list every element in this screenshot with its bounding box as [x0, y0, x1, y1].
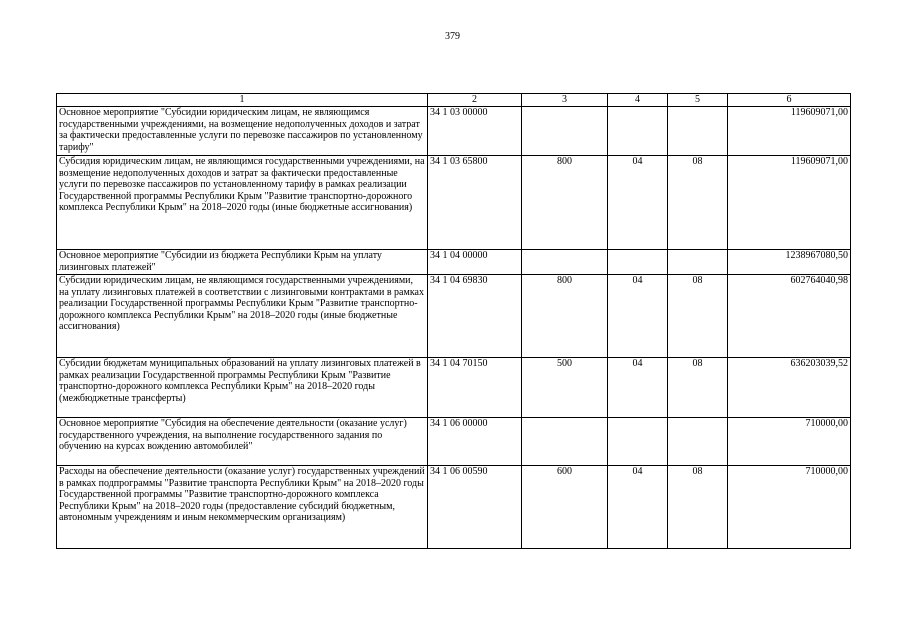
row-code: 34 1 04 69830 — [428, 275, 522, 358]
table-row — [57, 358, 851, 418]
row-col5: 08 — [668, 358, 728, 418]
row-amount: 710000,00 — [728, 466, 851, 549]
row-col4 — [608, 107, 668, 156]
row-code: 34 1 06 00590 — [428, 466, 522, 549]
row-col5 — [668, 418, 728, 466]
table-header-row — [57, 94, 851, 107]
row-col3: 800 — [522, 275, 608, 358]
row-code: 34 1 06 00000 — [428, 418, 522, 466]
table-row — [57, 466, 851, 549]
table-row — [57, 418, 851, 466]
column-header: 5 — [668, 94, 728, 107]
row-col4 — [608, 418, 668, 466]
row-amount: 602764040,98 — [728, 275, 851, 358]
row-col4 — [608, 250, 668, 275]
row-amount: 636203039,52 — [728, 358, 851, 418]
row-col3: 800 — [522, 156, 608, 250]
row-col5: 08 — [668, 466, 728, 549]
table-row — [57, 275, 851, 358]
row-col5: 08 — [668, 156, 728, 250]
row-col4: 04 — [608, 466, 668, 549]
column-header: 4 — [608, 94, 668, 107]
column-header: 3 — [522, 94, 608, 107]
row-col4: 04 — [608, 358, 668, 418]
row-name: Субсидии бюджетам муниципальных образований на уплату лизинговых платежей в рамках реализации Государственной программы Республики Крым "Развитие транспортно-дорожного комплекса Республики Крым" на 2018–2020 годы (межбюджетные трансферты) — [57, 358, 428, 418]
row-amount: 710000,00 — [728, 418, 851, 466]
row-col5 — [668, 250, 728, 275]
row-amount: 119609071,00 — [728, 107, 851, 156]
row-col4: 04 — [608, 275, 668, 358]
page-number: 379 — [445, 31, 460, 42]
row-col3: 600 — [522, 466, 608, 549]
row-col4: 04 — [608, 156, 668, 250]
row-col5: 08 — [668, 275, 728, 358]
table-row — [57, 107, 851, 156]
row-code: 34 1 03 65800 — [428, 156, 522, 250]
row-name: Субсидия юридическим лицам, не являющимся государственными учреждениями, на возмещение недополученных доходов и затрат за фактически предоставленные услуги по перевозке пассажиров по установленному тарифу в рамках реализации Государственной программы Республики Крым "Развитие транспортно-дорожного комплекса Республики Крым" на 2018–2020 годы (иные бюджетные ассигнования) — [57, 156, 428, 250]
row-col3: 500 — [522, 358, 608, 418]
table-row — [57, 250, 851, 275]
column-header: 2 — [428, 94, 522, 107]
column-header: 6 — [728, 94, 851, 107]
row-code: 34 1 03 00000 — [428, 107, 522, 156]
column-header: 1 — [57, 94, 428, 107]
row-name: Основное мероприятие "Субсидия на обеспечение деятельности (оказание услуг) государственного учреждения, на выполнение государственного задания по обучению на курсах вождению автомобилей" — [57, 418, 428, 466]
row-col3 — [522, 418, 608, 466]
table-row — [57, 156, 851, 250]
budget-table — [56, 93, 851, 549]
row-name: Основное мероприятие "Субсидии юридическим лицам, не являющимся государственными учреждениями, на возмещение недополученных доходов и затрат за фактически предоставленные услуги по перевозке пассажиров по установленному тарифу" — [57, 107, 428, 156]
row-name: Основное мероприятие "Субсидии из бюджета Республики Крым на уплату лизинговых платежей" — [57, 250, 428, 275]
row-name: Расходы на обеспечение деятельности (оказание услуг) государственных учреждений в рамках подпрограммы "Развитие транспорта Республики Крым" на 2018–2020 годы Государственной программы "Развитие транспортно-дорожного комплекса Республики Крым" на 2018–2020 годы (предоставление субсидий бюджетным, автономным учреждениям и иным некоммерческим организациям) — [57, 466, 428, 549]
row-code: 34 1 04 70150 — [428, 358, 522, 418]
row-amount: 119609071,00 — [728, 156, 851, 250]
row-code: 34 1 04 00000 — [428, 250, 522, 275]
row-col3 — [522, 250, 608, 275]
row-col5 — [668, 107, 728, 156]
row-col3 — [522, 107, 608, 156]
row-name: Субсидии юридическим лицам, не являющимся государственными учреждениями, на уплату лизинговых платежей в соответствии с лизинговыми контрактами в рамках реализации Государственной программы Республики Крым "Развитие транспортно-дорожного комплекса Республики Крым" на 2018–2020 годы (иные бюджетные ассигнования) — [57, 275, 428, 358]
row-amount: 1238967080,50 — [728, 250, 851, 275]
